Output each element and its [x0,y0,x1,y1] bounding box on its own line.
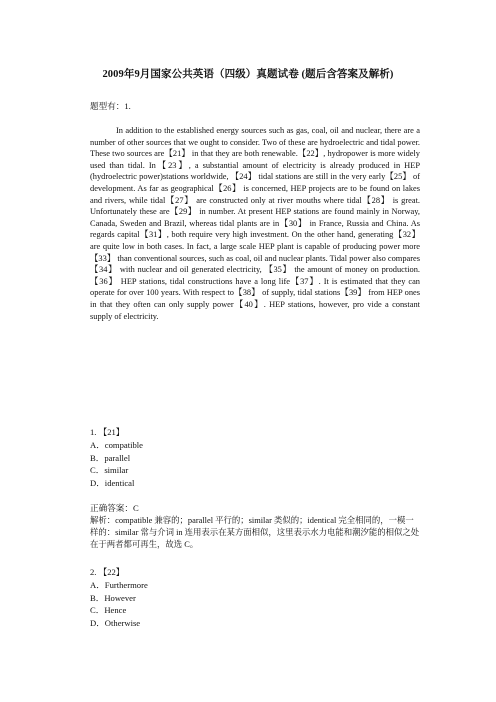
option-b: B．parallel [90,452,131,463]
option-a: A．Furthermore [90,579,148,590]
question-block-21 [90,426,422,490]
question-number: 2. 【22】 [90,567,125,577]
passage-text: In addition to the established energy sources such as gas, coal, oil and nuclear, there are a number of other sources that we ought to consider. Two of these are hydroelectric and tidal power. These two sources are【21】 in that they are both renewable.【22】, hydropower is more widely used than tidal. In【23】, a substantial amount of electricity is already produced in HEP (hydroelectric power)stations worldwide, 【24】 tidal stations are still in the very early【25】 of development. As far as geographical【26】 is concerned, HEP projects are to be found on lakes and rivers, while tidal【27】 are constructed only at river mouths where tidal【28】 is great. Unfortunately these are【29】 in number. At present HEP stations are found mainly in Norway, Canada, Sweden and Brazil, whereas tidal plants are in【30】 in France, Russia and China. As regards capital【31】, both require very high investment. On the other hand, generating【32】 are quite low in both cases. In fact, a large scale HEP plant is capable of producing power more【33】 than conventional sources, such as coal, oil and nuclear plants. Tidal power also compares【34】 with nuclear and oil generated electricity, 【35】 the amount of money on production. 【36】 HEP stations, tidal constructions have a long life【37】. It is estimated that they can operate for over 100 years. With respect to【38】 of supply, tidal stations【39】 from HEP ones in that they often can only supply power【40】. HEP stations, however, pro vide a constant supply of electricity. [90,126,420,321]
option-a: A．compatible [90,439,143,450]
question-number: 1. 【21】 [90,427,125,437]
answer-explanation: 解析：compatible 兼容的；parallel 平行的；similar 类似的；identical 完全相同的，一模一样的：similar 常与介词 in 连用表示在某方面相似，这里表示水力电能和潮汐能的相似之处在于两者都可再生，故选 C。 [90,516,420,550]
question-type-label: 题型有：1. [90,101,131,111]
reading-passage [90,125,420,322]
option-c: C．Hence [90,605,127,616]
document-title: 2009年9月国家公共英语（四级）真题试卷 (题后含答案及解析) [102,69,394,80]
option-d: D．Otherwise [90,618,141,629]
option-c: C．similar [90,465,129,476]
correct-answer: 正确答案：C [90,503,139,513]
option-b: B．However [90,592,136,603]
question-block-22 [90,566,422,630]
option-d: D．identical [90,478,135,489]
